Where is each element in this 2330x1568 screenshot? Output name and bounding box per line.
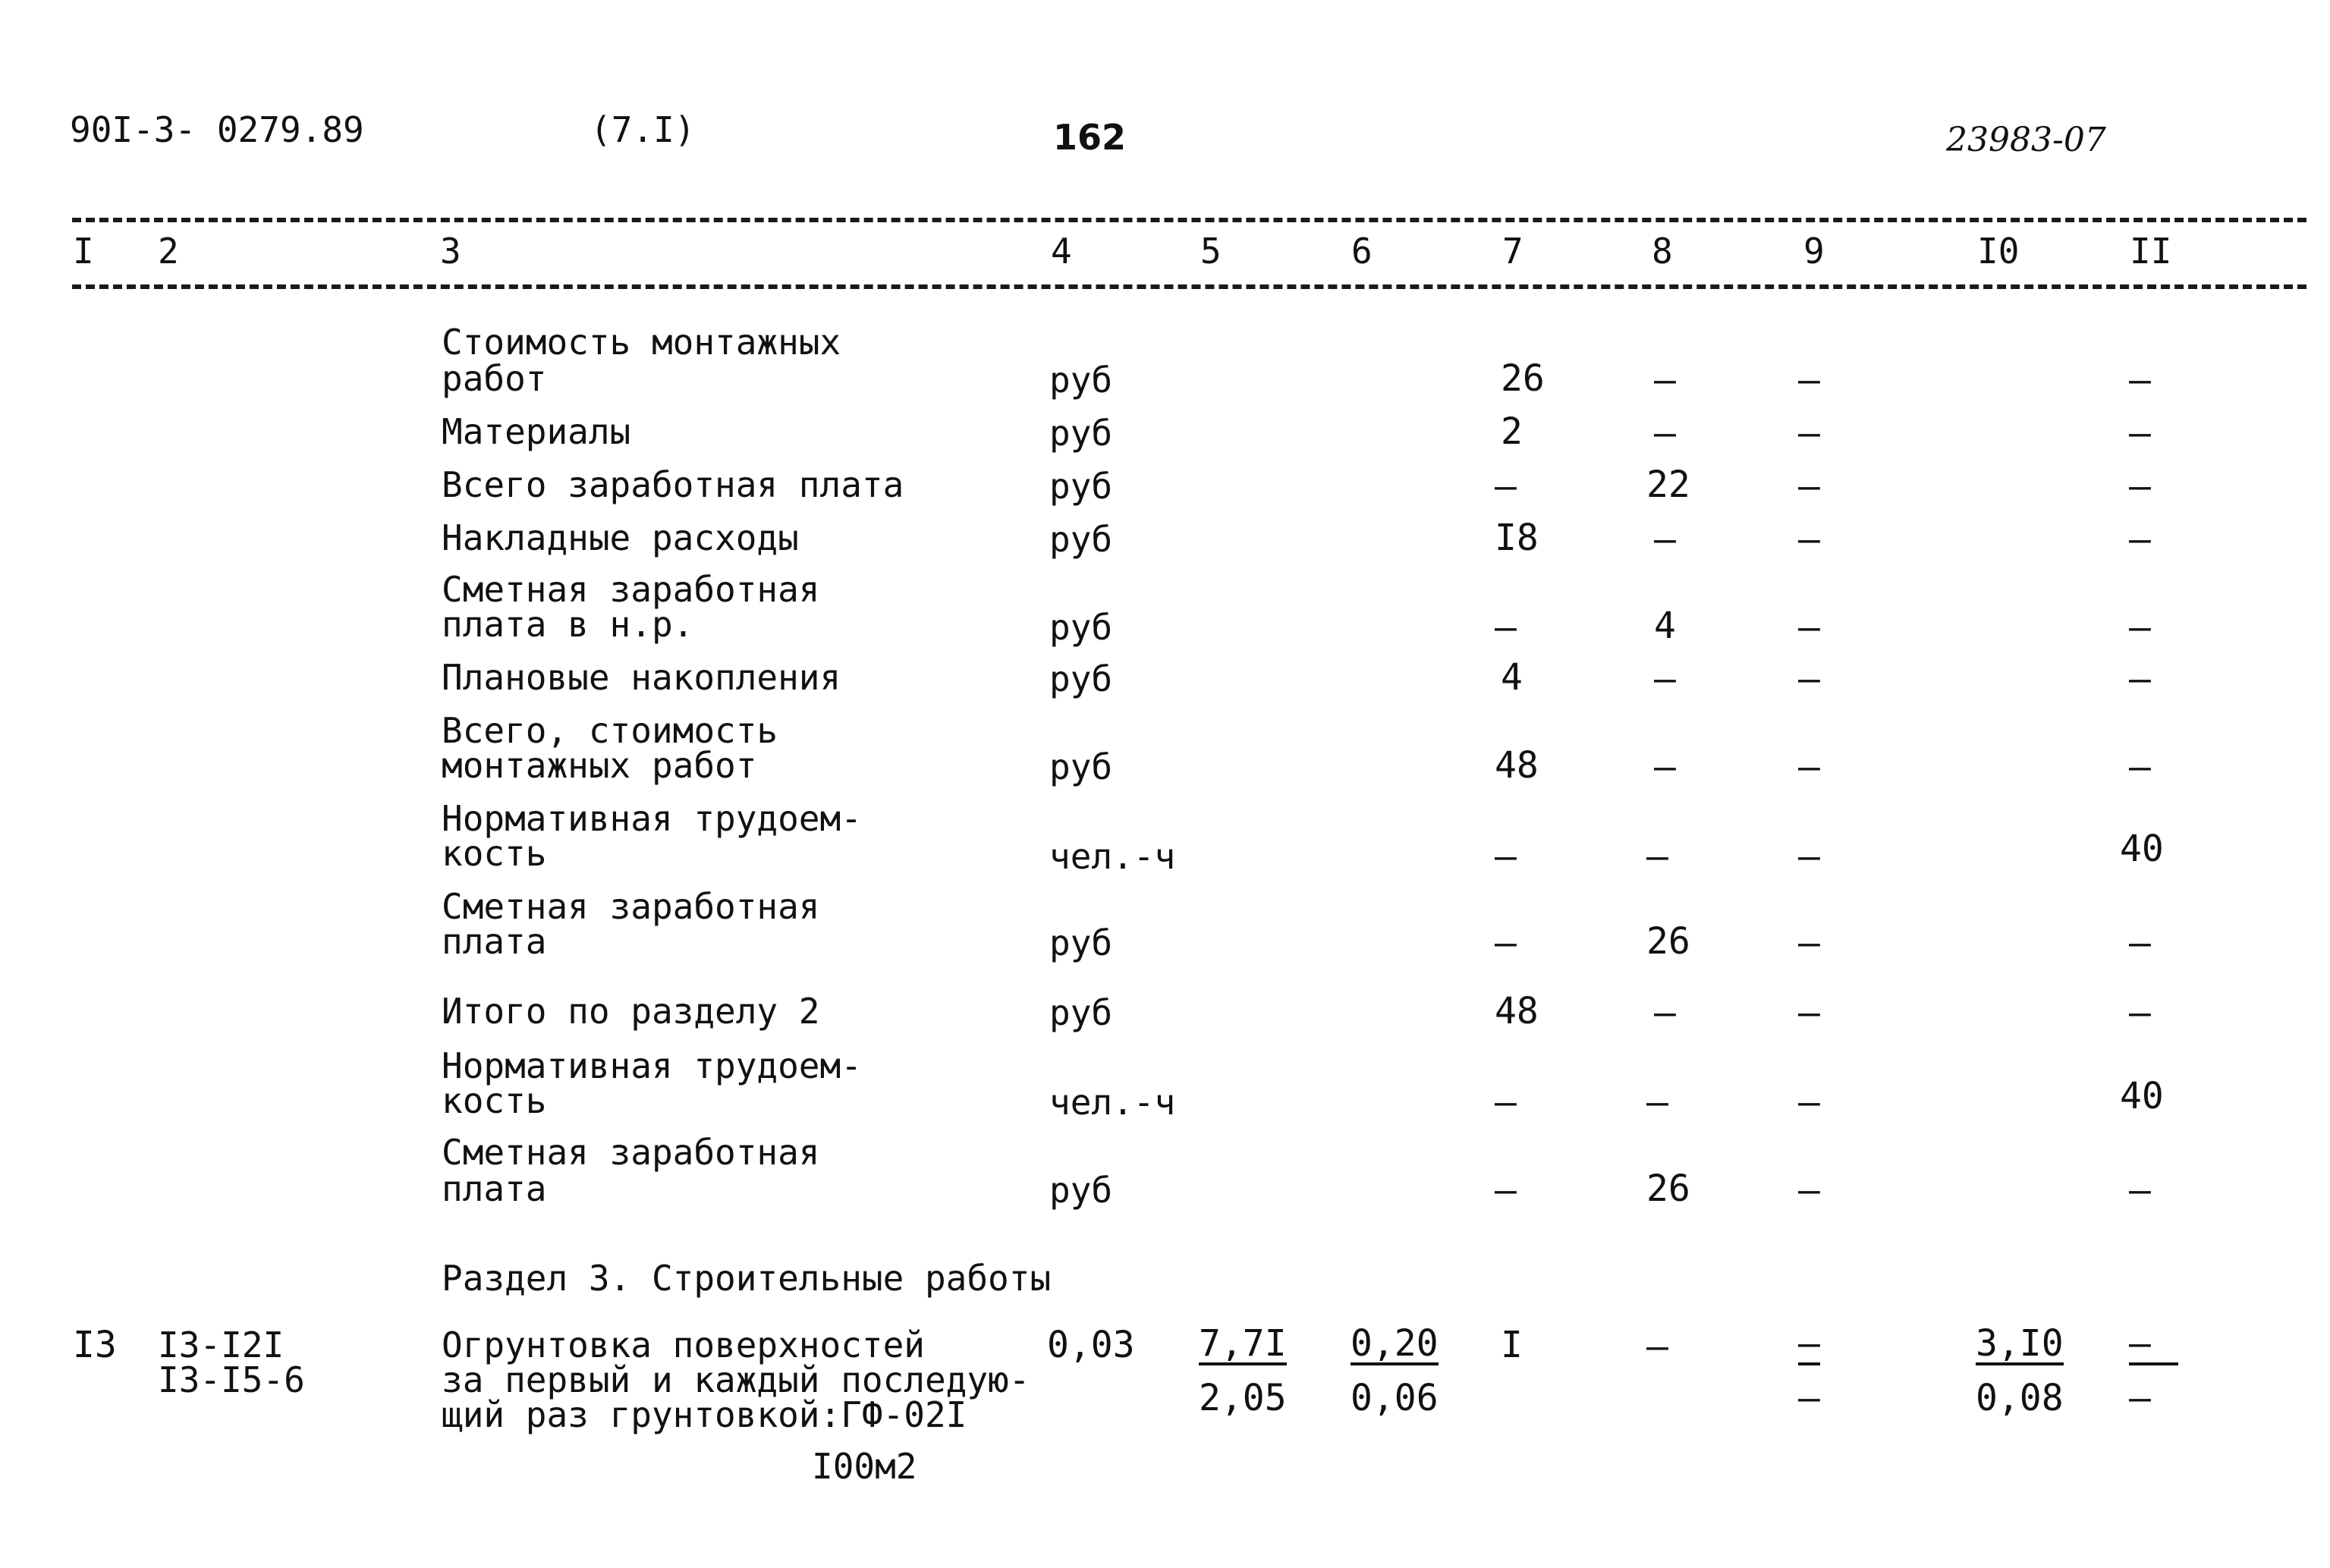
row-name: Материалы [442,411,631,452]
cell-col6-top: 0,20 [1351,1322,1439,1365]
row-unit: чел.-ч [1049,836,1176,877]
cell-col9: – [1798,412,1820,454]
cell-col7: I8 [1495,517,1539,559]
cell-col7: – [1495,465,1517,507]
column-header: 9 [1803,231,1825,272]
row-name: плата [442,921,547,962]
cell-col11: 40 [2120,828,2164,870]
cell-col9: – [1798,746,1820,788]
cell-col11: – [2129,1169,2151,1211]
cell-col9: – [1798,465,1820,507]
cell-col9: – [1798,922,1820,964]
cell-col8: 26 [1646,920,1690,963]
row-name: монтажных работ [442,745,757,786]
cell-col11: – [2129,746,2151,788]
header-top-rule [72,218,2306,222]
column-header: 2 [158,231,179,272]
cell-col8: – [1654,991,1676,1034]
row-name: работ [442,358,547,399]
cell-col8: – [1646,835,1668,878]
column-header: 4 [1051,231,1072,272]
archive-stamp-number: 23983-07 [1946,121,2106,159]
column-header: 5 [1200,231,1222,272]
column-header: I [73,231,94,272]
row-name: Плановые накопления [442,657,841,698]
cell-col6-bottom: 0,06 [1351,1377,1439,1419]
cell-col9-bottom: – [1798,1377,1820,1419]
row-unit: руб [1049,658,1113,699]
row-name: кость [442,1080,547,1121]
cell-col7: – [1495,1169,1517,1211]
cell-col9: – [1798,991,1820,1034]
item-number: I3 [73,1324,117,1366]
cell-col11-top: – [2129,1326,2178,1365]
item-description: за первый и каждый последую- [442,1359,1030,1400]
item-description: щий раз грунтовкой:ГФ-02I [442,1394,967,1435]
row-name: Накладные расходы [442,517,799,558]
cell-col10-top: 3,I0 [1976,1322,2064,1365]
column-header: 8 [1652,231,1673,272]
cell-col11: – [2129,412,2151,454]
cell-col11: – [2129,359,2151,401]
row-unit: руб [1049,519,1113,560]
cell-col9: – [1798,359,1820,401]
cell-col5-top: 7,7I [1199,1322,1287,1365]
cell-col8: – [1654,658,1676,700]
page-number: 162 [1053,117,1127,158]
section-code: (7.I) [590,109,696,150]
cell-col11: – [2129,465,2151,507]
cell-col8: 22 [1646,463,1690,506]
row-unit: руб [1049,413,1113,454]
cell-col8: – [1654,518,1676,561]
cell-col4: 0,03 [1047,1324,1135,1366]
column-header: 7 [1502,231,1523,272]
cell-col7: – [1495,1081,1517,1123]
cell-col8: – [1654,359,1676,401]
header-bottom-rule [72,284,2306,289]
column-header: II [2130,231,2172,272]
cell-col7: – [1495,835,1517,878]
cell-col7: – [1495,606,1517,649]
document-code: 90I-3- 0279.89 [70,109,364,150]
item-code: I3-I2I [158,1324,285,1365]
row-name: Сметная заработная [442,886,820,927]
cell-col7: 26 [1501,357,1545,400]
row-name: Сметная заработная [442,569,820,610]
row-name: плата в н.р. [442,604,694,645]
cell-col11: – [2129,922,2151,964]
cell-col8: – [1646,1325,1668,1368]
cell-col9: – [1798,1169,1820,1211]
row-name: плата [442,1168,547,1209]
section-title: Раздел 3. Строительные работы [442,1258,1052,1299]
cell-col7: 4 [1501,656,1523,699]
row-name: Итого по разделу 2 [442,991,820,1032]
row-unit: руб [1049,992,1113,1033]
item-code: I3-I5-6 [158,1359,305,1400]
cell-col9: – [1798,1081,1820,1123]
cell-col8: – [1654,746,1676,788]
row-unit: руб [1049,922,1113,963]
row-name: Всего заработная плата [442,464,904,505]
cell-col9: – [1798,658,1820,700]
row-name: Стоимость монтажных [442,322,841,363]
row-name: Нормативная трудоем- [442,798,862,839]
cell-col9: – [1798,518,1820,561]
row-unit: руб [1049,607,1113,648]
cell-col8: 4 [1654,605,1676,647]
row-unit: руб [1049,466,1113,507]
row-unit: руб [1049,1170,1113,1211]
cell-col11: – [2129,991,2151,1034]
cell-col8: 26 [1646,1167,1690,1210]
row-name: Сметная заработная [442,1132,820,1173]
column-header: I0 [1977,231,2020,272]
cell-col11: 40 [2120,1075,2164,1117]
cell-col7: 2 [1501,410,1523,453]
cell-col11: – [2129,606,2151,649]
cell-col5-bottom: 2,05 [1199,1377,1287,1419]
cell-col11: – [2129,658,2151,700]
column-header: 6 [1351,231,1373,272]
row-unit: руб [1049,746,1113,787]
cell-col10-bottom: 0,08 [1976,1377,2064,1419]
cell-col7: I [1501,1324,1523,1366]
row-unit: руб [1049,360,1113,401]
row-name: Нормативная трудоем- [442,1045,862,1086]
cell-col8: – [1654,412,1676,454]
column-header: 3 [440,231,461,272]
cell-col7: – [1495,922,1517,964]
item-description: Огрунтовка поверхностей [442,1324,925,1365]
row-name: кость [442,833,547,874]
cell-col7: 48 [1495,744,1539,787]
cell-col7: 48 [1495,990,1539,1032]
row-unit: чел.-ч [1049,1082,1176,1123]
cell-col11-bottom: – [2129,1377,2151,1419]
cell-col9-top: – [1798,1322,1820,1365]
cell-col9: – [1798,606,1820,649]
row-name: Всего, стоимость [442,710,778,751]
cell-col8: – [1646,1081,1668,1123]
cell-col9: – [1798,835,1820,878]
item-unit: I00м2 [812,1446,917,1487]
cell-col11: – [2129,518,2151,561]
